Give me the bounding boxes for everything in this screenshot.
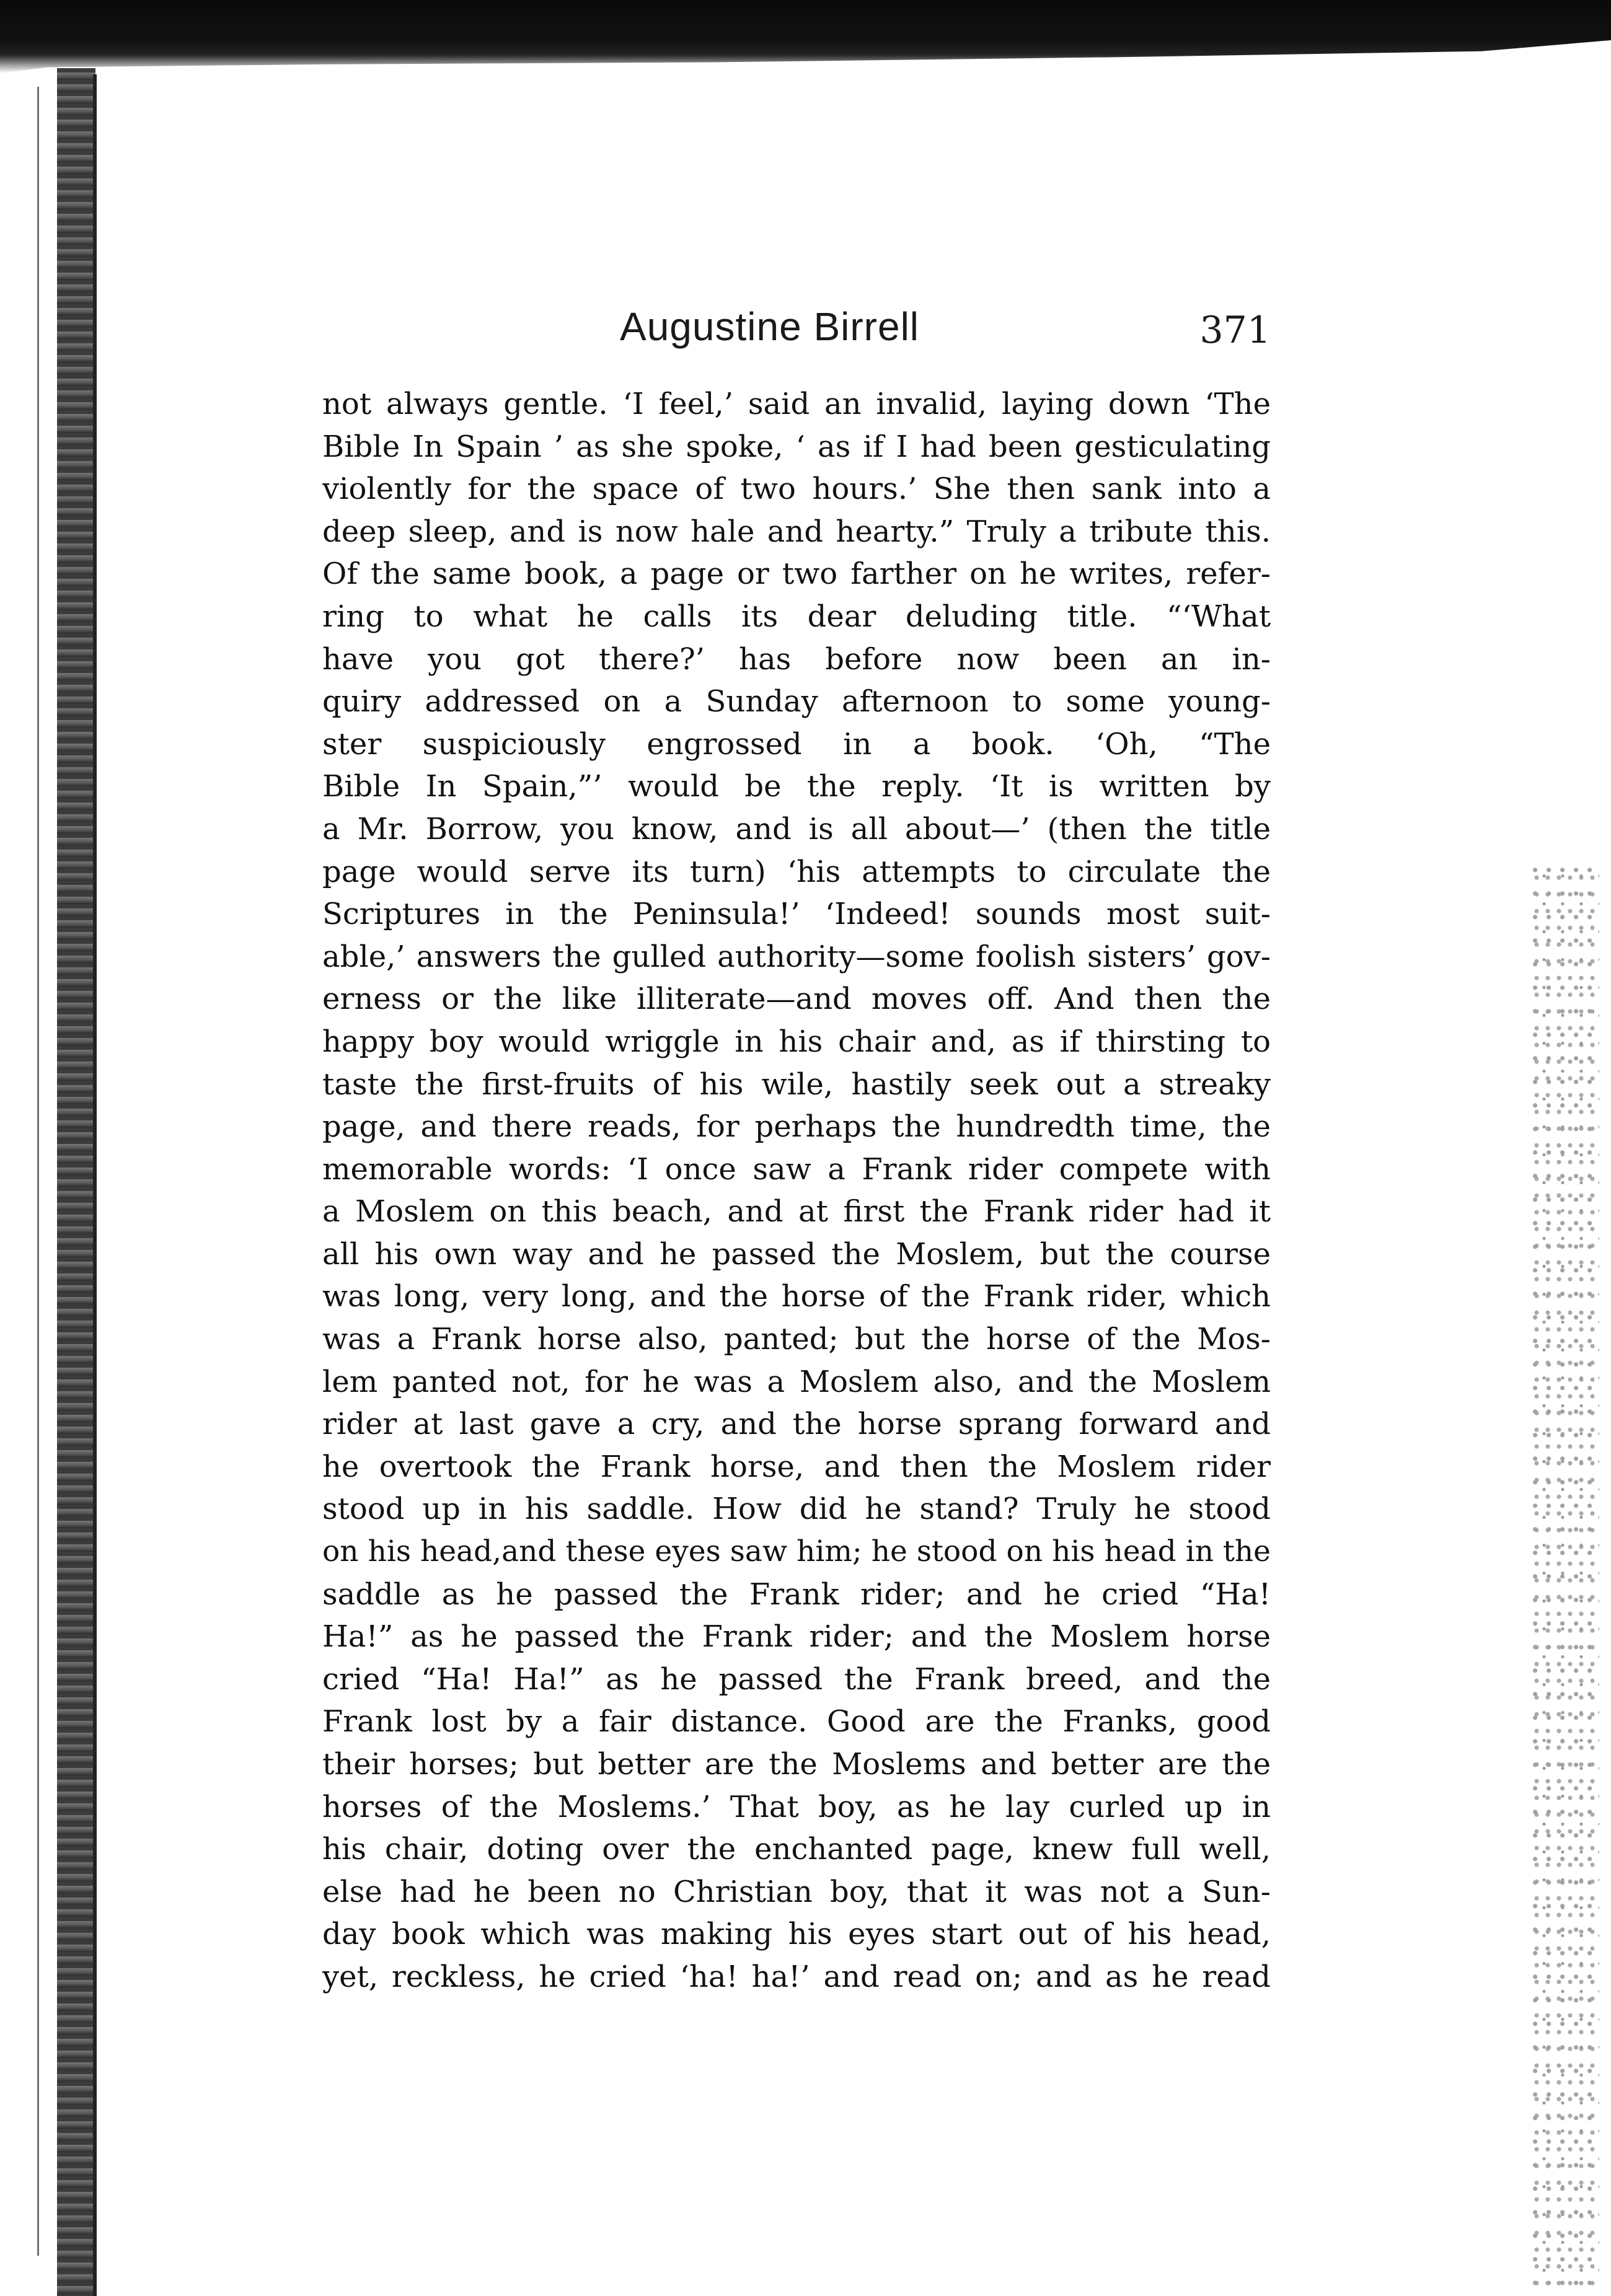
text-line: lem panted not, for he was a Moslem also, and the Moslem bbox=[322, 1364, 1271, 1399]
text-line: on his head,and these eyes saw him; he stood on his head in the bbox=[322, 1534, 1271, 1569]
text-line: cried “Ha! Ha!” as he passed the Frank breed, and the bbox=[322, 1661, 1271, 1697]
text-line: Ha!” as he passed the Frank rider; and the Moslem horse bbox=[322, 1619, 1271, 1655]
body-text bbox=[322, 383, 1271, 1999]
book-spine-rule bbox=[93, 74, 97, 2296]
text-line: yet, reckless, he cried ‘ha! ha!’ and read on; and as he read bbox=[322, 1959, 1271, 1994]
text-line: Bible In Spain ’ as she spoke, ‘ as if I had been gesticulating bbox=[322, 429, 1271, 464]
text-line: else had he been no Christian boy, that it was not a Sun- bbox=[322, 1874, 1271, 1909]
text-line: Frank lost by a fair distance. Good are the Franks, good bbox=[322, 1704, 1271, 1740]
text-line: memorable words: ‘I once saw a Frank rider compete with bbox=[322, 1151, 1271, 1187]
text-line: his chair, doting over the enchanted page, knew full well, bbox=[322, 1832, 1271, 1867]
text-line: all his own way and he passed the Moslem, but the course bbox=[322, 1236, 1271, 1272]
running-title: Augustine Birrell bbox=[620, 304, 919, 349]
text-line: a Moslem on this beach, and at first the Frank rider had it bbox=[322, 1194, 1271, 1229]
book-spine-edge bbox=[57, 68, 95, 2296]
page-number: 371 bbox=[1199, 309, 1271, 352]
text-line: ster suspiciously engrossed in a book. ‘Oh, “The bbox=[322, 726, 1271, 762]
text-line: saddle as he passed the Frank rider; and he cried “Ha! bbox=[322, 1577, 1271, 1612]
scan-left-shadow bbox=[37, 87, 39, 2256]
text-line: not always gentle. ‘I feel,’ said an invalid, laying down ‘The bbox=[322, 387, 1271, 421]
text-line: erness or the like illiterate—and moves off. And then the bbox=[322, 982, 1271, 1017]
text-line: page would serve its turn) ‘his attempts to circulate the bbox=[322, 854, 1271, 889]
text-line: Of the same book, a page or two farther on he writes, refer- bbox=[322, 556, 1271, 592]
text-line: rider at last gave a cry, and the horse sprang forward and bbox=[322, 1407, 1271, 1442]
text-line: day book which was making his eyes start out of his head, bbox=[322, 1917, 1271, 1952]
text-line: taste the first-fruits of his wile, hastily seek out a streaky bbox=[322, 1067, 1271, 1102]
text-line: happy boy would wriggle in his chair and, as if thirsting to bbox=[322, 1024, 1271, 1059]
text-line: he overtook the Frank horse, and then the Moslem rider bbox=[322, 1449, 1271, 1484]
text-line: Bible In Spain,”’ would be the reply. ‘It is written by bbox=[322, 769, 1271, 804]
text-line: ring to what he calls its dear deluding title. “‘What bbox=[322, 599, 1271, 634]
text-line: was a Frank horse also, panted; but the horse of the Mos- bbox=[322, 1322, 1271, 1357]
text-line: stood up in his saddle. How did he stand? Truly he stood bbox=[322, 1492, 1271, 1527]
text-line: horses of the Moslems.’ That boy, as he lay curled up in bbox=[322, 1789, 1271, 1824]
text-line: Scriptures in the Peninsula!’ ‘Indeed! sounds most suit- bbox=[322, 897, 1271, 932]
page-header bbox=[620, 292, 1271, 361]
text-line: able,’ answers the gulled authority—some foolish sisters’ gov- bbox=[322, 939, 1271, 974]
text-line: a Mr. Borrow, you know, and is all about—’ (then the title bbox=[322, 811, 1271, 847]
scan-right-bleed bbox=[1531, 868, 1599, 2293]
text-line: deep sleep, and is now hale and hearty.” Truly a tribute this. bbox=[322, 514, 1271, 549]
scan-top-edge bbox=[0, 0, 1611, 73]
text-line: their horses; but better are the Moslems and better are the bbox=[322, 1747, 1271, 1782]
text-line: have you got there?’ has before now been an in- bbox=[322, 641, 1271, 677]
text-line: violently for the space of two hours.’ She then sank into a bbox=[322, 472, 1271, 507]
text-line: page, and there reads, for perhaps the hundredth time, the bbox=[322, 1109, 1271, 1145]
text-line: quiry addressed on a Sunday afternoon to some young- bbox=[322, 684, 1271, 719]
text-line: was long, very long, and the horse of the Frank rider, which bbox=[322, 1279, 1271, 1314]
